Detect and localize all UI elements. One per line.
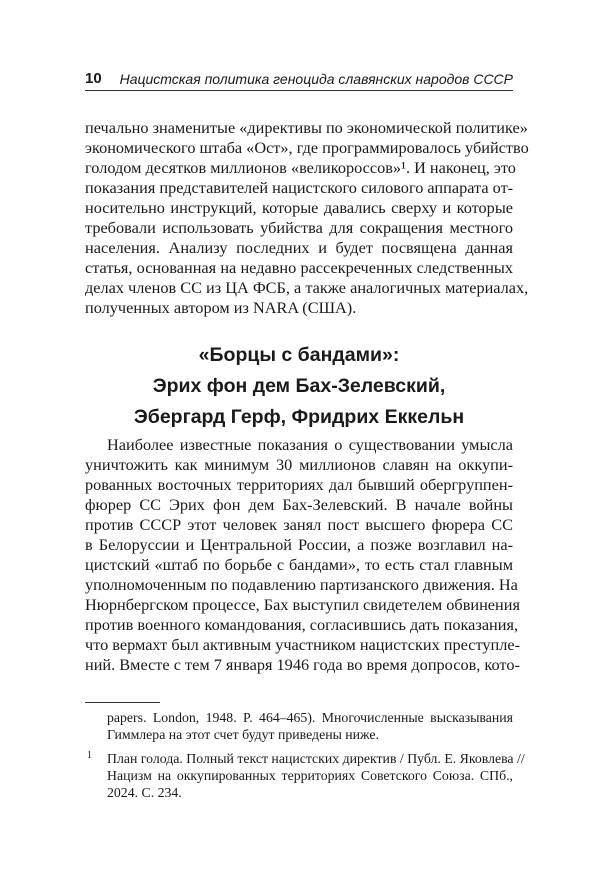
text-line: против СССР этот человек занял пост высшего фюрера СС [85, 515, 513, 534]
footnote-marker: 1 [87, 750, 92, 761]
text-line: в Белоруссии и Центральной России, а позже возглавил на- [85, 535, 513, 554]
text-line: полученных автором из NARA (США). [85, 298, 357, 317]
text-line: печально знаменитые «директивы по экономической политике» [85, 118, 528, 137]
footnote-line: Нацизм на оккупированных территориях Советского Союза. СПб., [107, 768, 513, 783]
heading-line: «Борцы с бандами»: [198, 344, 400, 366]
text-line: голодом десятков миллионов «великороссов»¹. И наконец, это [85, 158, 516, 177]
paragraph-1 [85, 118, 529, 318]
text-line: рованных восточных территориях дал бывший обергруппен- [85, 475, 513, 494]
footnote-separator [85, 702, 160, 703]
text-line: цистский «штаб по борьбе с бандами», то есть стал главным [85, 555, 513, 574]
heading-line: Эбергард Герф, Фридрих Еккельн [133, 406, 465, 428]
heading-line: Эрих фон дем Бах-Зелевский, [152, 375, 446, 397]
text-line: ний. Вместе с тем 7 января 1946 года во время допросов, кото- [85, 655, 520, 674]
footnote-line: План голода. Полный текст нацистских директив / Публ. Е. Яковлева // [107, 751, 525, 766]
footnote-line: Гиммлера на этот счет будут приведены ниже. [107, 727, 379, 742]
text-line: делах членов СС из ЦА ФСБ, а также аналогичных материалах, [85, 278, 529, 297]
running-title: Нацистская политика геноцида славянских народов СССР [119, 71, 513, 87]
text-line: статья, основанная на недавно рассекреченных следственных [85, 258, 513, 277]
text-line: уничтожить как минимум 30 миллионов славян на оккупи- [85, 455, 513, 474]
text-line: населения. Анализу последних и будет посвящена данная [85, 238, 513, 257]
section-heading [85, 340, 513, 433]
text-line: требовали использовать убийства для сокращения местного [85, 218, 513, 237]
footnote-1 [85, 750, 525, 801]
text-line: носительно инструкций, которые давались сверху и которые [85, 198, 513, 217]
footnote-line: 2024. С. 234. [107, 785, 182, 800]
text-line: Нюрнбергском процессе, Бах выступил свидетелем обвинения [85, 595, 520, 614]
text-line: уполномоченным по подавлению партизанского движения. На [85, 575, 518, 594]
text-line: против военного командования, согласившись дать показания, [85, 615, 519, 634]
text-line: экономического штаба «Ост», где программировалось убийство [85, 138, 529, 157]
page-number: 10 [85, 70, 102, 87]
text-line: показания представителей нацистского силового аппарата от- [85, 178, 514, 197]
text-line: фюрер СС Эрих фон дем Бах-Зелевский. В начале войны [85, 495, 513, 514]
text-line: Наиболее известные показания о существовании умысла [107, 435, 513, 454]
footnotes [85, 709, 525, 801]
footnote-line: papers. London, 1948. P. 464–465). Многочисленные высказывания [107, 710, 513, 725]
paragraph-2 [85, 435, 521, 675]
text-line: что вермахт был активным участником нацистских преступле- [85, 635, 521, 654]
running-header [85, 70, 513, 91]
